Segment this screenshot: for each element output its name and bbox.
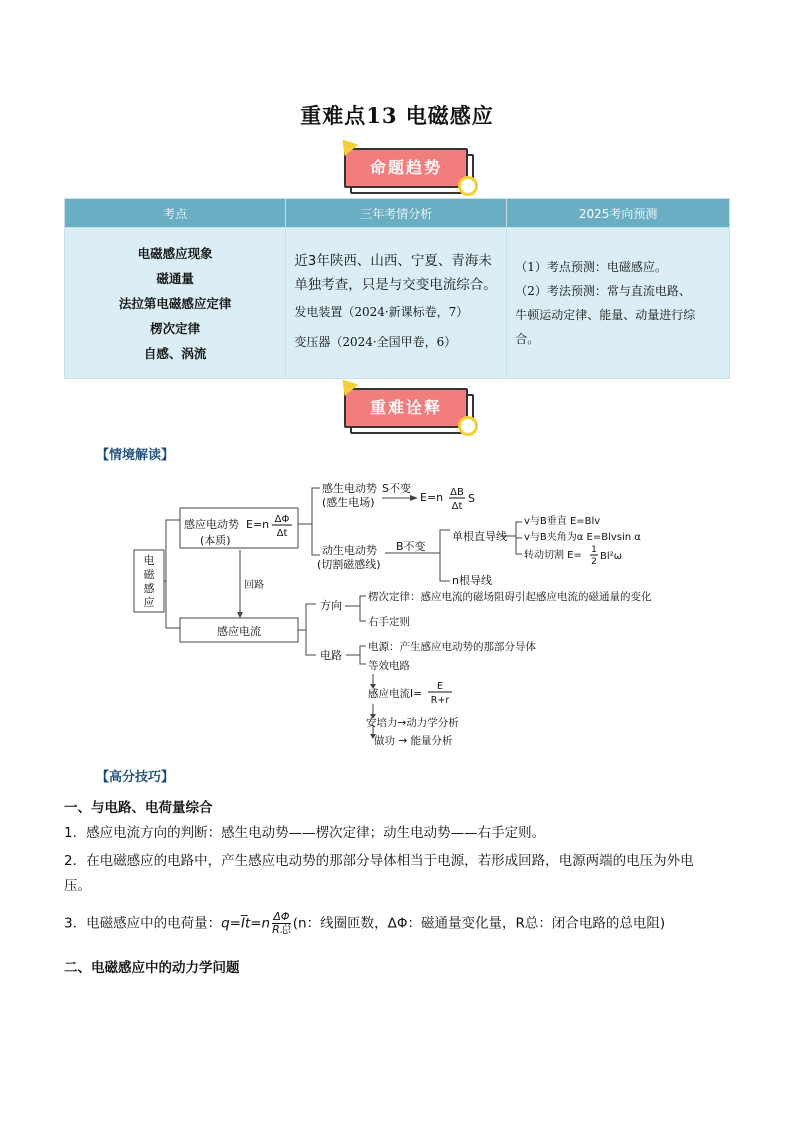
single-wire: 单根直导线 xyxy=(452,530,507,543)
equiv: 等效电路 xyxy=(368,660,410,672)
section1-heading: 一、与电路、电荷量综合 xyxy=(64,800,213,816)
v-angle: v与B夹角为α E=Blvsin α xyxy=(524,532,641,543)
s-const: S不变 xyxy=(382,482,411,495)
explain-badge xyxy=(344,388,468,428)
induced-emf: 感生电动势 xyxy=(322,482,377,495)
rotate: 转动切割 E= xyxy=(524,550,582,561)
source: 电源：产生感应电动势的那部分导体 xyxy=(368,641,536,653)
induced-tail: S xyxy=(468,492,475,505)
induced-den: Δt xyxy=(451,501,463,512)
situation-label: 【情境解读】 xyxy=(96,448,175,463)
analysis-line: 近3年陕西、山西、宁夏、青海未 xyxy=(294,253,492,269)
current-num: E xyxy=(436,681,444,692)
current-label: 感应电流 xyxy=(217,625,261,638)
header-points: 考点 xyxy=(65,199,286,228)
header-analysis: 三年考情分析 xyxy=(286,199,507,228)
forecast-line: （1）考点预测：电磁感应。 xyxy=(515,260,667,274)
analysis-line: 变压器（2024·全国甲卷，6） xyxy=(294,335,457,349)
motional-note: (切割磁感线) xyxy=(317,558,381,571)
point-item: 磁通量 xyxy=(156,270,194,286)
emf-label: 感应电动势 xyxy=(184,518,239,531)
ring-icon xyxy=(458,176,478,196)
trend-badge xyxy=(344,148,468,188)
emf-note: (本质) xyxy=(200,534,231,547)
n-wires: n根导线 xyxy=(452,574,492,587)
emf-den: Δt xyxy=(276,528,288,539)
work: 做功 → 能量分析 xyxy=(374,735,453,747)
point-item: 法拉第电磁感应定律 xyxy=(118,295,232,311)
section1-p2b: 压。 xyxy=(64,878,91,894)
root-char: 感 xyxy=(143,582,155,595)
section2-heading: 二、电磁感应中的动力学问题 xyxy=(64,960,240,976)
explain-badge-label: 重难诠释 xyxy=(344,388,468,428)
trend-badge-label: 命题趋势 xyxy=(344,148,468,188)
analysis-line: 发电装置（2024·新课标卷，7） xyxy=(294,305,469,319)
current-den: R+r xyxy=(430,695,450,706)
direction-label: 方向 xyxy=(320,599,342,612)
section1-p1: 1．感应电流方向的判断：感生电动势——楞次定律；动生电动势——右手定则。 xyxy=(64,825,546,841)
rotate-tail: Bl²ω xyxy=(600,551,623,562)
current-eq: 感应电流I= xyxy=(368,688,422,700)
ampere: 安培力→动力学分析 xyxy=(366,717,459,729)
p3-prefix: 3．电磁感应中的电荷量： xyxy=(64,915,222,932)
concept-diagram xyxy=(120,478,700,758)
circuit-label: 电路 xyxy=(320,649,342,662)
motional-emf: 动生电动势 xyxy=(322,544,377,557)
induced-eq: E=n xyxy=(420,491,444,504)
b-const: B不变 xyxy=(396,540,426,553)
loop-label: 回路 xyxy=(244,580,264,591)
point-item: 电磁感应现象 xyxy=(137,245,213,261)
forecast-line: 合。 xyxy=(515,332,540,346)
p3-num: ΔΦ xyxy=(273,910,290,923)
rotate-num: 1 xyxy=(591,545,597,555)
ring-icon xyxy=(458,416,478,436)
lenz: 楞次定律：感应电流的磁场阻碍引起感应电流的磁通量的变化 xyxy=(368,591,652,603)
p3-den: R总 xyxy=(272,923,291,936)
root-char: 应 xyxy=(143,596,155,609)
right-hand: 右手定则 xyxy=(368,616,410,628)
rotate-den: 2 xyxy=(591,557,597,567)
forecast-cell xyxy=(507,228,730,379)
point-item: 楞次定律 xyxy=(150,320,201,336)
forecast-line: 牛顿运动定律、能量、动量进行综 xyxy=(515,308,696,322)
induced-num: ΔB xyxy=(450,487,464,498)
header-forecast: 2025考向预测 xyxy=(507,199,730,228)
section1-p3 xyxy=(64,911,665,936)
p3-formula: q=I̅t=n xyxy=(221,915,271,932)
emf-num: ΔΦ xyxy=(274,514,290,525)
induced-note: (感生电场) xyxy=(322,496,375,509)
p3-suffix: (n：线圈匝数，ΔΦ：磁通量变化量，R总：闭合电路的总电阻) xyxy=(292,915,666,932)
page-title: 重难点13 电磁感应 xyxy=(300,103,494,128)
analysis-cell xyxy=(286,228,507,379)
v-perp: v与B垂直 E=Blv xyxy=(524,516,601,527)
root-char: 磁 xyxy=(143,568,155,581)
point-item: 自感、涡流 xyxy=(143,345,207,361)
skills-label: 【高分技巧】 xyxy=(96,770,175,785)
points-cell xyxy=(65,228,286,379)
forecast-line: （2）考法预测：常与直流电路、 xyxy=(515,284,691,298)
trend-table xyxy=(64,198,730,379)
analysis-line: 单独考查，只是与交变电流综合。 xyxy=(294,277,497,293)
section1-p2a: 2．在电磁感应的电路中，产生感应电动势的那部分导体相当于电源，若形成回路，电源两端的电压为外电 xyxy=(64,853,694,869)
root-char: 电 xyxy=(143,554,155,567)
emf-eq: E=n xyxy=(246,518,270,531)
